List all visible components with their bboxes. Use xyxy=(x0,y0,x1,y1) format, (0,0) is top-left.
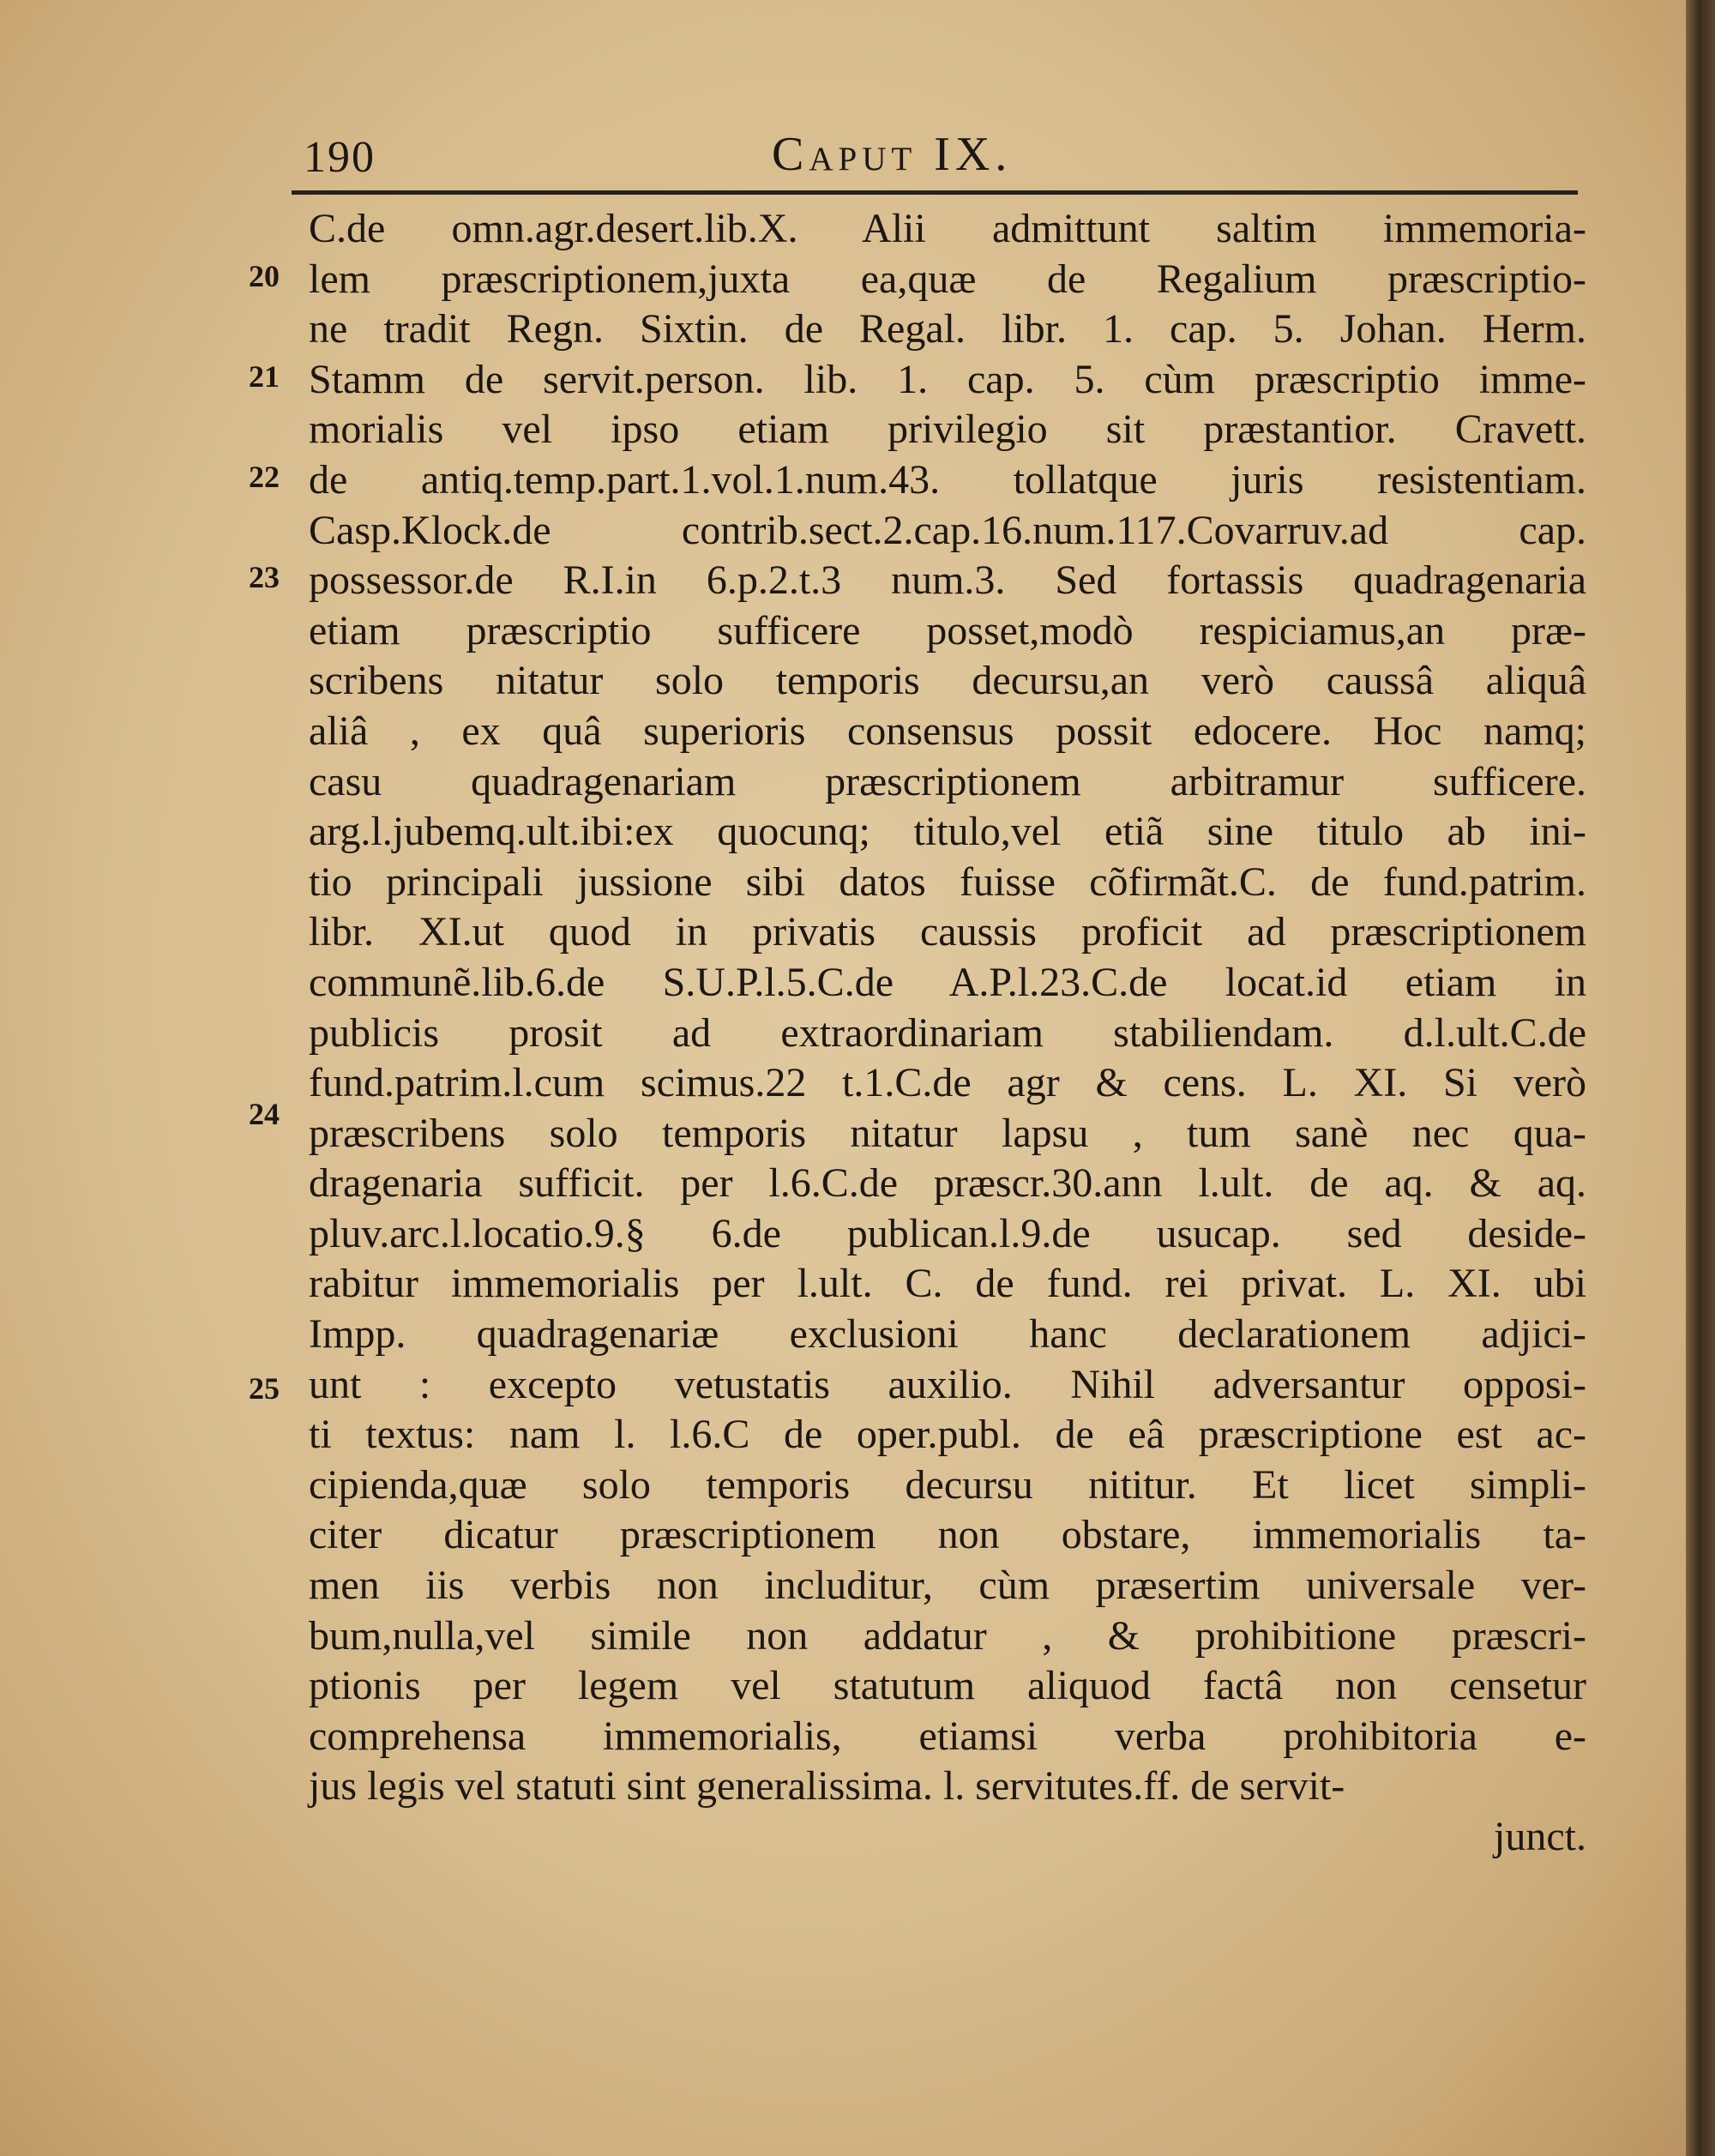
text-line: aliâ , ex quâ superioris consensus possit edocere. Hoc namq; xyxy=(309,708,1586,754)
marginal-number: 23 xyxy=(249,560,280,594)
text-line: ti textus: nam l. l.6.C de oper.publ. de eâ præscriptione est ac- xyxy=(309,1412,1586,1458)
marginal-number: 20 xyxy=(249,259,280,293)
text-line: possessor.de R.I.in 6.p.2.t.3 num.3. Sed fortassis quadragenaria xyxy=(309,557,1586,604)
text-line: de antiq.temp.part.1.vol.1.num.43. tollatque juris resistentiam. xyxy=(309,456,1586,503)
marginal-number: 22 xyxy=(249,460,280,494)
text-line: tio principali jussione sibi datos fuisse cõfirmãt.C. de fund.patrim. xyxy=(309,858,1586,905)
text-line: ptionis per legem vel statutum aliquod factâ non censetur xyxy=(309,1663,1586,1709)
text-line: Impp. quadragenariæ exclusioni hanc declarationem adjici- xyxy=(309,1311,1586,1358)
text-line: pluv.arc.l.locatio.9.§ 6.de publican.l.9.de usucap. sed deside- xyxy=(309,1210,1586,1256)
page-edge-shadow xyxy=(1686,0,1715,2156)
marginal-number: 21 xyxy=(249,359,280,394)
marginal-number: 24 xyxy=(249,1097,280,1131)
catchword-line: junct. xyxy=(1494,1814,1586,1859)
running-head: Caput IX. xyxy=(772,128,1013,181)
text-line: rabitur immemorialis per l.ult. C. de fund. rei privat. L. XI. ubi xyxy=(309,1261,1586,1307)
page-number: 190 xyxy=(304,133,376,182)
text-line: etiam præscriptio sufficere posset,modò respiciamus,an præ- xyxy=(309,607,1586,653)
text-line: bum,nulla,vel simile non addatur , & prohibitione præscri- xyxy=(309,1612,1586,1659)
text-line: cipienda,quæ solo temporis decursu nititur. Et licet simpli- xyxy=(309,1461,1586,1508)
text-line: lem præscriptionem,juxta ea,quæ de Regalium præscriptio- xyxy=(309,256,1586,302)
text-line: casu quadragenariam præscriptionem arbitramur sufficere. xyxy=(309,758,1586,804)
header-rule xyxy=(292,190,1578,195)
text-line: fund.patrim.l.cum scimus.22 t.1.C.de agr & cens. L. XI. Si verò xyxy=(309,1060,1586,1106)
text-line: morialis vel ipso etiam privilegio sit præstantior. Cravett. xyxy=(309,407,1586,453)
page-header xyxy=(292,127,1578,187)
body-text xyxy=(309,204,1586,1863)
text-line: Casp.Klock.de contrib.sect.2.cap.16.num.117.Covarruv.ad cap. xyxy=(309,507,1586,553)
text-line: communẽ.lib.6.de S.U.P.l.5.C.de A.P.l.23.C.de locat.id etiam in xyxy=(309,959,1586,1005)
text-line: ne tradit Regn. Sixtin. de Regal. libr. 1. cap. 5. Johan. Herm. xyxy=(309,306,1586,352)
text-line: scribens nitatur solo temporis decursu,an verò caussâ aliquâ xyxy=(309,658,1586,704)
text-line: arg.l.jubemq.ult.ibi:ex quocunq; titulo,vel etiã sine titulo ab ini- xyxy=(309,809,1586,855)
marginal-number: 25 xyxy=(249,1371,280,1406)
text-line: præscribens solo temporis nitatur lapsu , tum sanè nec qua- xyxy=(309,1110,1586,1156)
text-line: libr. XI.ut quod in privatis caussis proficit ad præscriptionem xyxy=(309,909,1586,955)
text-line: dragenaria sufficit. per l.6.C.de præscr.30.ann l.ult. de aq. & aq. xyxy=(309,1160,1586,1207)
text-line: comprehensa immemorialis, etiamsi verba prohibitoria e- xyxy=(309,1713,1586,1759)
text-line: jus legis vel statuti sint generalissima. l. servitutes.ff. de servit- xyxy=(309,1763,1345,1810)
text-line: Stamm de servit.person. lib. 1. cap. 5. cùm præscriptio imme- xyxy=(309,356,1586,402)
text-line: unt : excepto vetustatis auxilio. Nihil adversantur opposi- xyxy=(309,1361,1586,1407)
text-line: C.de omn.agr.desert.lib.X. Alii admittunt saltim immemoria- xyxy=(309,206,1586,251)
text-line: publicis prosit ad extraordinariam stabiliendam. d.l.ult.C.de xyxy=(309,1009,1586,1056)
text-line: citer dicatur præscriptionem non obstare, immemorialis ta- xyxy=(309,1512,1586,1558)
text-line: men iis verbis non includitur, cùm præsertim universale ver- xyxy=(309,1563,1586,1609)
